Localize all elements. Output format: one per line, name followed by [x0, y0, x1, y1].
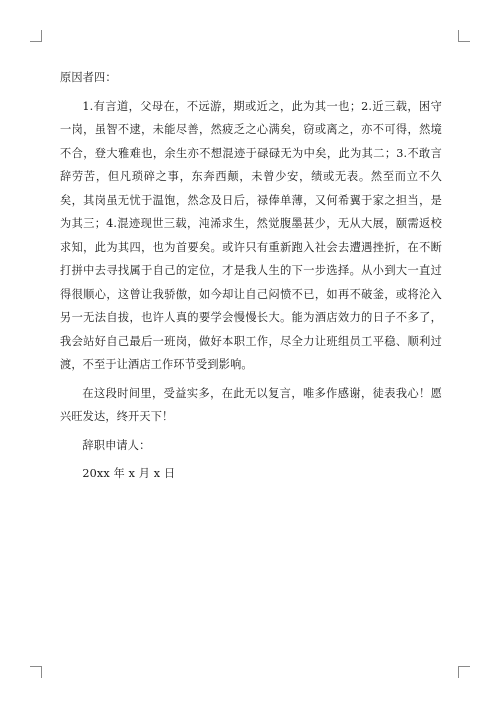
section-heading: 原因者四： [60, 71, 117, 84]
date-line: 20xx 年 x 月 x 日 [82, 467, 176, 480]
reason-paragraph: 1.有言道，父母在，不远游，期或近之，此为其一也；2.近三载，困守一岗，虽智不逮，未能尽善，然疲乏之心满矣，窃或离之，亦不可得，然境不合，登大雅难也，余生亦不想混迹于碌碌无为中矣，此为其二；3.不敢言辞劳苦，但凡琐碎之事，东奔西颠，未曾少安，绩或无表。然至而立不久矣，其岗虽无忧于温饱，然念及日后，禄俸单薄，又何希翼于家之担当，是为其三；4.混迹现世三载，沌浠求生，然觉腹墨甚少，无从大展，颐需返校求知，此为其四，也为首要矣。或许只有重新跑入社会去遭遇挫折，在不断打拼中去寻找属于自己的定位，才是我人生的下一步选择。从小到大一直过得很顺心，这曾让我骄傲，如今却让自己闷愤不已，如再不破釜，或将沦入另一无法自拔，也许人真的要学会慢慢长大。能为酒店效力的日子不多了，我会站好自己最后一班岗，做好本职工作，尽全力让班组员工平稳、顺利过渡，不至于让酒店工作环节受到影响。 [60, 99, 442, 371]
document-body [60, 66, 442, 491]
signature-line: 辞职申请人： [82, 438, 151, 452]
closing-paragraph: 在这段时间里，受益实多，在此无以复言，唯多作感谢，徒表我心！愿兴旺发达，终开天下！ [60, 386, 442, 423]
